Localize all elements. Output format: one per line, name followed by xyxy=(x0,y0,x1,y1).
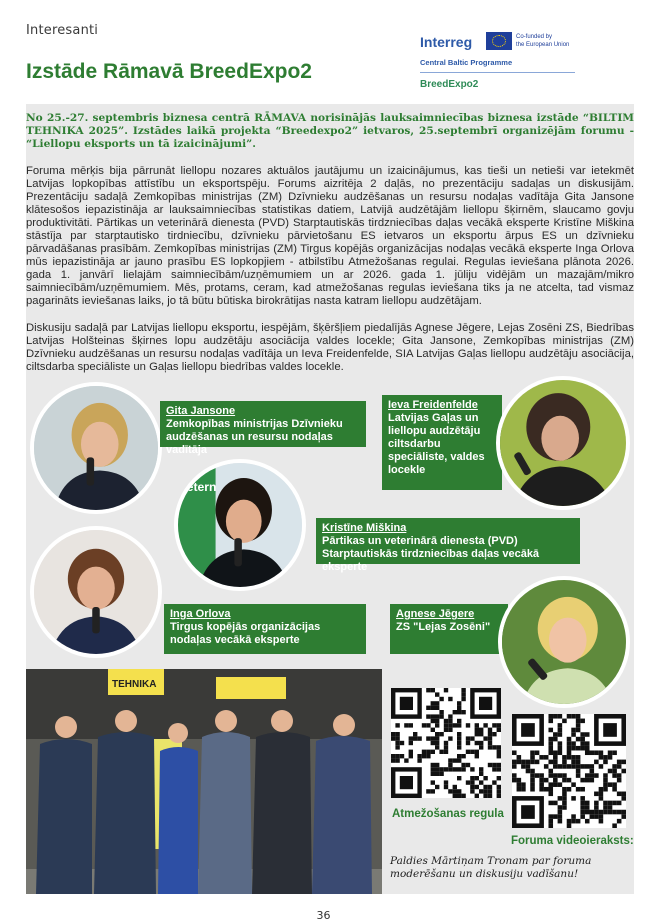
portrait-image xyxy=(34,530,158,654)
thanks-note: Paldies Mārtiņam Tronam par foruma moderēšanu un diskusiju vadīšanu! xyxy=(390,855,592,880)
speaker-role: ZS "Lejas Zosēni" xyxy=(396,621,491,633)
speaker-name: Kristīne Miškina xyxy=(322,522,407,534)
section-label: Interesanti xyxy=(26,23,99,38)
eu-line-2: the European Union xyxy=(516,42,570,48)
banner-text: vetern xyxy=(179,480,217,495)
speaker-name: Agnese Jēgere xyxy=(396,608,475,620)
speaker-card-ieva-freidenfelde xyxy=(382,395,502,490)
speaker-role: Tirgus kopējās organizācijas nodaļas vecākā eksperte xyxy=(170,621,321,646)
article-paragraph-2: Diskusiju sadaļā par Latvijas liellopu eksportu, iespējām, šķēršļiem piedalījās Agnese Jēgere, Lejas Zosēni ZS, Biedrības Latvijas Holšteinas šķirnes lopu audzētāju asociācija valdes locekle; Gita Jansone, Zemkopības ministrijas (ZM) Dzīvnieku audzēšanas un resursu nodaļas vadītāja un Ieva Freidenfelde, SIA Latvijas Gaļas liellopu audzētāju asociācija, ciltsdarba speciāliste un Gaļas liellopu biedrības valdes locekle. xyxy=(26,322,634,373)
speaker-role: Zemkopības ministrijas Dzīvnieku audzēšanas un resursu nodaļas vadītāja xyxy=(166,418,343,456)
interreg-wordmark: Interreg xyxy=(420,34,473,50)
speaker-card-agnese-jegere xyxy=(390,604,508,654)
page-number: 36 xyxy=(316,909,331,922)
speaker-card-gita-jansone xyxy=(160,401,366,456)
project-name: BreedExpo2 xyxy=(420,79,479,90)
eu-cofunded-text xyxy=(516,33,569,49)
article-lead: No 25.-27. septembris biznesa centrā RĀMAVA norisinājās lauksaimniecības biznesa izstāde “BILTIM TEHNIKA 2025”. Izstādes laikā projekta “Breedexpo2” ietvaros, 25.septembrī organizējām forumu - “Liellopu eksports un tā izaicinājumi”. xyxy=(26,112,634,150)
speaker-role: Pārtikas un veterinārā dienesta (PVD) Starptautiskās tirdzniecības daļas vecākā eksperte xyxy=(322,535,540,573)
qr-code-forum-video[interactable] xyxy=(512,714,626,828)
interreg-logo xyxy=(420,32,580,98)
programme-name: Central Baltic Programme xyxy=(420,58,513,67)
speaker-photo-agnese-jegere xyxy=(498,576,630,708)
logo-divider xyxy=(420,72,575,73)
speaker-photo-kristine-miskina xyxy=(174,459,306,591)
speaker-name: Ieva Freidenfelde xyxy=(388,399,478,411)
article-paragraph-1: Foruma mērķis bija pārrunāt liellopu nozares aktuālos jautājumu un izaicinājumus, kas tieši un netieši var ietekmēt Latvijas lopkopības attīstību un eksportspēju. Forums aizritēja 2 daļās, no prezentāciju sadaļas un diskusijām. Prezentāciju sadaļā Zemkopības ministrijas (ZM) Dzīvnieku audzēšanas un resursu nodaļas vadītāja Gita Jansone klātesošos iepazistināja ar lauksaimniecības statistikas datiem, Latvijā audzētājām liellopu šķirnēm, slaucamo govju produktivitāti. Pārtikas un veterinārā dienesta (PVD) Starptautiskās tirdzniecības daļas vecākā eksperte Kristīne Miškina stāstīja par starptautisko tirdniecību, dzīvnieku pārvietošanu ES ietvaros un eksportu ārpus ES un dzīvnieku pārvadāšanas prasībām. Zemkopības ministrijas (ZM) Tirgus kopējās organizācijas nodaļas vecākā eksperte Inga Orlova mūs iepazistināja ar jauno prasību ES lopkopjiem - atbilstību Atmežošanas regulai. Regulas ieviešana plānota 2026. gada 1. janvārī lielajām saimniecībām/uzņēmumiem un ar 2026. gada 1. jūliju vidējām un mazajām/mikro saimniecībām/uzņēmumiem. Mēs, protams, ceram, kad atmežošanas regulas ieviešana tiks ja ne atcelta, tad vismaz pagarināts ieviešanas laiks, jo tā būtu būtiska birokrātijas nasta katram liellopu audzētājam. xyxy=(26,165,634,307)
qr-code-image xyxy=(512,714,626,828)
eu-line-1: Co-funded by xyxy=(516,34,553,40)
speaker-card-kristine-miskina xyxy=(316,518,580,573)
banner-text: TEHNIKA xyxy=(112,679,157,690)
qr-code-image xyxy=(391,688,501,798)
portrait-image xyxy=(34,386,158,510)
speaker-name: Gita Jansone xyxy=(166,405,236,417)
portrait-image xyxy=(502,580,626,704)
speaker-role: Latvijas Gaļas un liellopu audzētāju ciltsdarbu speciāliste, valdes locekle xyxy=(388,412,485,476)
group-photo xyxy=(26,669,382,894)
speaker-photo-ieva-freidenfelde xyxy=(496,376,630,510)
group-photo-image xyxy=(26,669,382,894)
qr-caption-regulation: Atmežošanas regula xyxy=(392,808,504,820)
speaker-card-inga-orlova xyxy=(164,604,366,654)
page-title: Izstāde Rāmavā BreedExpo2 xyxy=(26,60,312,83)
speaker-photo-inga-orlova xyxy=(30,526,162,658)
eu-flag-icon xyxy=(486,32,512,50)
speaker-name: Inga Orlova xyxy=(170,608,231,620)
speaker-photo-gita-jansone xyxy=(30,382,162,514)
qr-code-regulation[interactable] xyxy=(391,688,501,798)
portrait-image xyxy=(178,463,302,587)
portrait-image xyxy=(500,380,626,506)
qr-caption-forum-video: Foruma videoieraksts: xyxy=(511,835,634,847)
